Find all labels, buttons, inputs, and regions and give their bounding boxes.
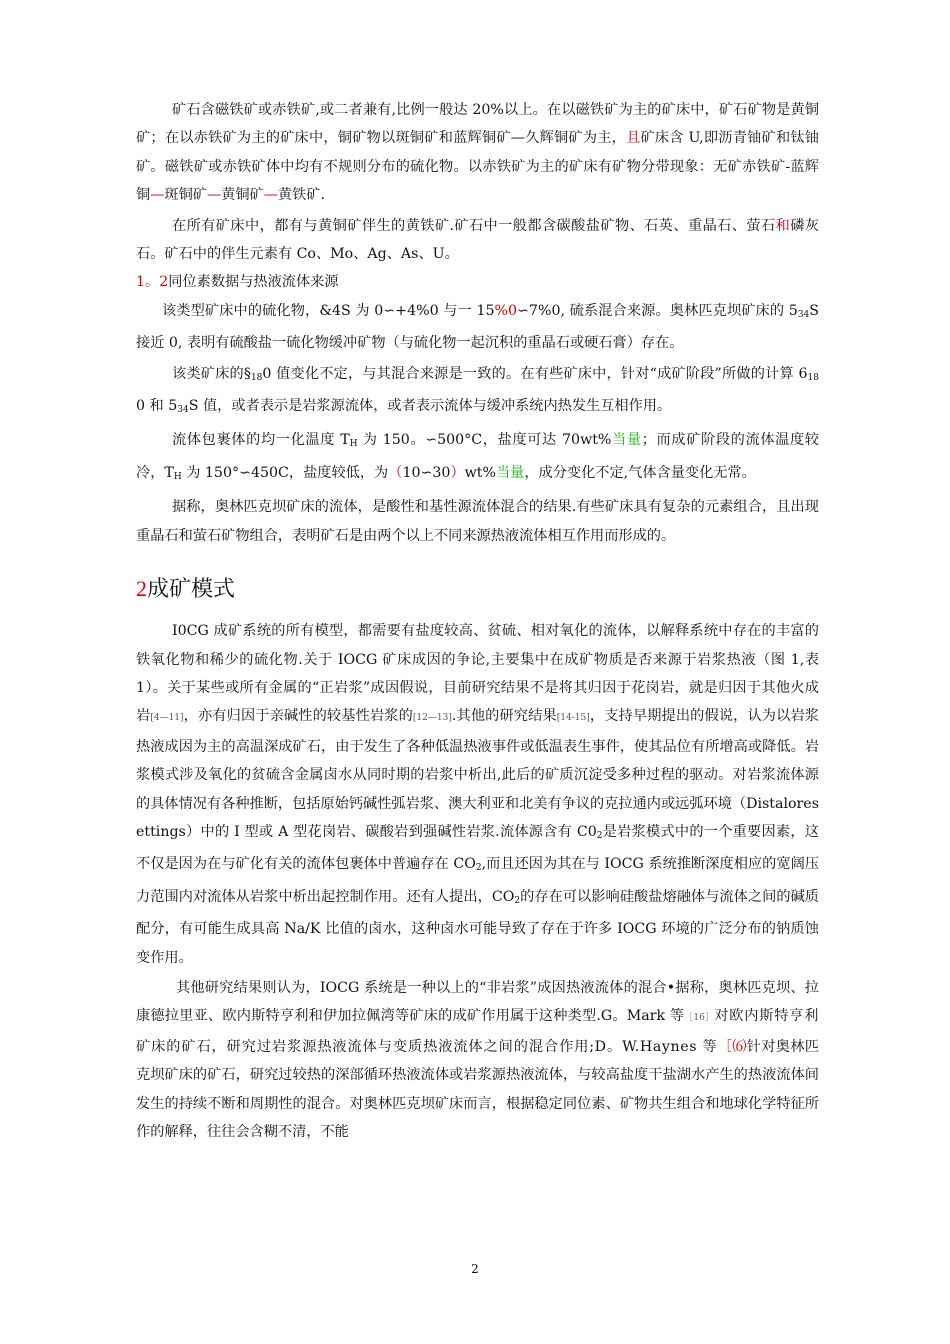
subsection-heading-isotope	[136, 268, 819, 296]
paragraph-sulfur-isotopes: 该类型矿床中的硫化物，&4S 为 0∽+4%0 与一 15%0∽7%0, 硫系混合来源。奥林匹克坝矿床的 $5_{34}S$ 接近 0, 表明有硫酸盐一硫化物缓冲矿物（与硫化物一起沉积的重晶石或硬石膏）存在。	[136, 302, 819, 352]
subsection-number: 1。2	[136, 274, 169, 291]
paragraph-fluid-inclusions: 流体包裹体的均一化温度 $T_H$ 为 150。∽500°C，盐度可达 70wt%当量；而成矿阶段的流体温度较冷，$T_H$ 为 150°∽450C，盐度较低，为（10∽30）wt%当量，成分变化不定,气体含量变化无常。	[136, 432, 819, 482]
subsection-title: 同位素数据与热液流体来源	[168, 274, 339, 291]
paragraph-fluid-mixing: 据称，奥林匹克坝矿床的流体，是酸性和基性源流体混合的结果.有些矿床具有复杂的元素组合，且出现重晶石和萤石矿物组合，表明矿石是由两个以上不同来源热液流体相互作用而形成的。	[136, 499, 819, 544]
citation: [4—11]	[150, 713, 184, 724]
paragraph-magmatic-model: I0CG 成矿系统的所有模型，都需要有盐度较高、贫硫、相对氧化的流体，以解释系统中存在的丰富的铁氧化物和稀少的硫化物.关于 IOCG 矿床成因的争论,主要集中在成矿物质是否来源于岩浆热液（图 1,表 1）。关于某些或所有金属的“正岩浆”成因假说，目前研究结果不是将其归因于花岗岩，就是归因于其他火成岩[4—11]，亦有归因于亲碱性的较基性岩浆的[12—13].其他的研究结果[14-15]，支持早期提出的假说，认为以岩浆热液成因为主的高温深成矿石，由于发生了各种低温热液事件或低温表生事件，使其品位有所增高或降低。岩浆模式涉及氧化的贫硫含金属卤水从同时期的岩浆中析出,此后的矿质沉淀受多种过程的驱动。对岩浆流体源的具体情况有各种推断，包括原始钙碱性弧岩浆、澳大利亚和北美有争议的克拉通内或远弧环境（Distaloresettings）中的 I 型或 A 型花岗岩、碳酸岩到强碱性岩浆.流体源含有 $C0_2$是岩浆模式中的一个重要因素，这不仅是因为在与矿化有关的流体包裹体中普遍存在 $CO_2$,而且还因为其在与 IOCG 系统推断深度相应的宽阔压力范围内对流体从岩浆中析出起控制作用。还有人提出，$CO_2$的存在可以影响硅酸盐熔融体与流体之间的碱质配分，有可能生成具高 Na/K 比值的卤水，这种卤水可能导致了存在于许多 IOCG 环境的广泛分布的钠质蚀变作用。	[136, 623, 819, 966]
section-title: 成矿模式	[147, 577, 236, 603]
page-number: 2	[471, 1262, 479, 1276]
paragraph-non-magmatic-model: 其他研究结果则认为，IOCG 系统是一种以上的“非岩浆”成因热液流体的混合•据称，奥林匹克坝、拉康德拉里亚、欧内斯特亨利和伊加拉佩湾等矿床的成矿作用属于这种类型.G。Mark 等［16］对欧内斯特亨利矿床的矿石，研究过岩浆源热液流体与变质热液流体之间的混合作用;D。W.Haynes 等［⑹针对奥林匹克坝矿床的矿石，研究过较热的深部循环热液流体或岩浆源热液流体，与较高盐度干盐湖水产生的热液流体间发生的持续不断和周期性的混合。对奥林匹克坝矿床而言，根据稳定同位素、矿物共生组合和地球化学特征所作的解释，往往会含糊不清，不能	[136, 979, 819, 1140]
page-body	[136, 96, 819, 1146]
citation: ［⑹	[717, 1038, 747, 1055]
section-number: 2	[136, 576, 147, 602]
paragraph-oxygen-isotopes: 该类矿床的$\S_{18}0$ 值变化不定，与其混合来源是一致的。在有些矿床中，针对“成矿阶段”所做的计算 $6_{18}0$ 和 $5_{34}S$ 值，或者表示是岩浆源流体，或者表示流体与缓冲系统内热发生互相作用。	[136, 365, 819, 416]
paragraph-ore-composition: 矿石含磁铁矿或赤铁矿,或二者兼有,比例一般达 20%以上。在以磁铁矿为主的矿床中，矿石矿物是黄铜矿；在以赤铁矿为主的矿床中，铜矿物以斑铜矿和蓝辉铜矿—久辉铜矿为主，且矿床含 U,即沥青铀矿和钛铀矿。磁铁矿或赤铁矿体中均有不规则分布的硫化物。以赤铁矿为主的矿床有矿物分带现象：无矿赤铁矿-蓝辉铜—斑铜矿—黄铜矿—黄铁矿.	[136, 102, 819, 204]
citation: [14-15]	[556, 713, 590, 724]
citation: [12—13]	[412, 713, 452, 724]
paragraph-associated-minerals: 在所有矿床中，都有与黄铜矿伴生的黄铁矿.矿石中一般都含碳酸盐矿物、石英、重晶石、萤石和磷灰石。矿石中的伴生元素有 Co、Mo、Ag、As、U。	[136, 217, 819, 263]
citation: ［16］	[684, 1013, 715, 1024]
section-heading-mineralization-model	[136, 572, 819, 607]
